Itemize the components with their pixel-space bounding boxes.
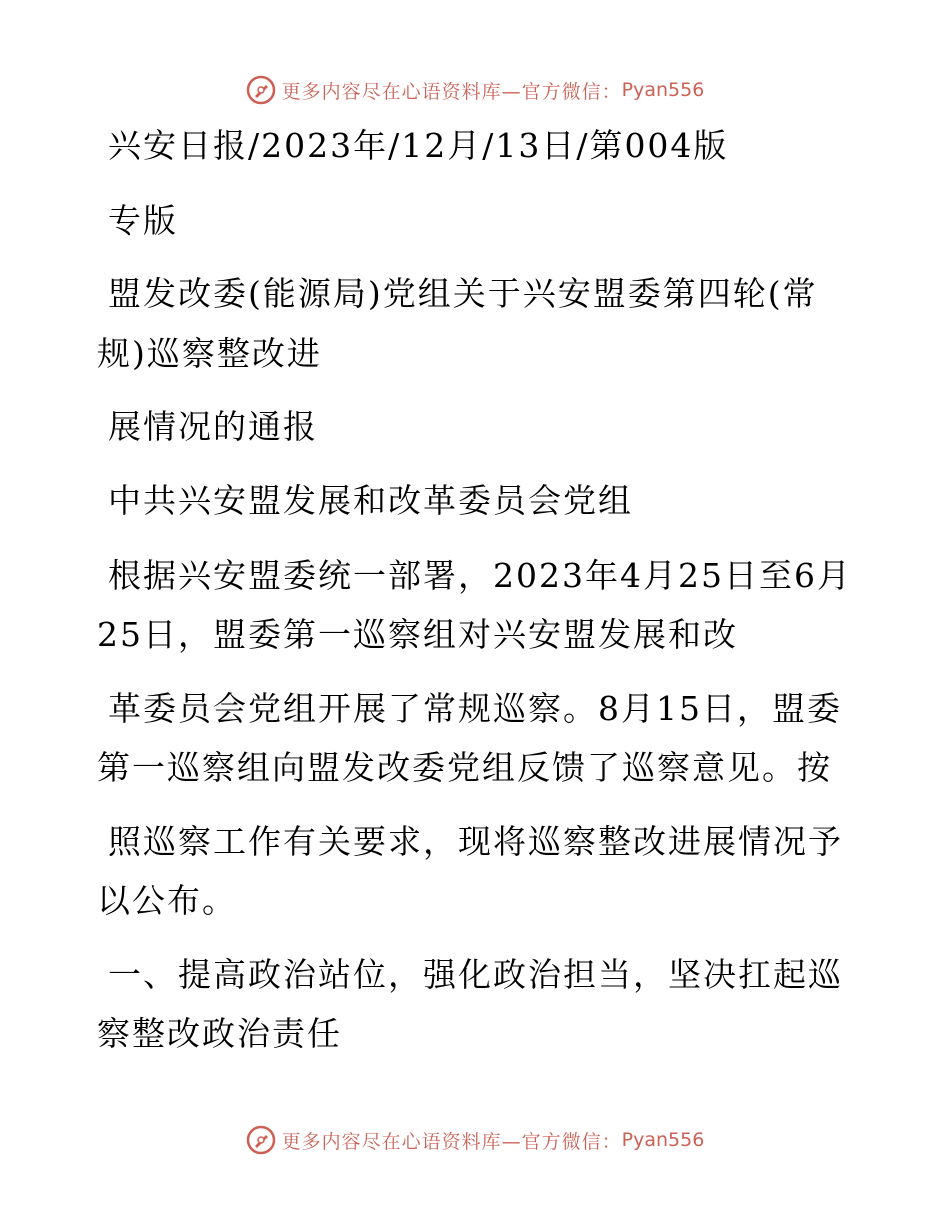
paragraph-line: 根据兴安盟委统一部署，2023年4月25日至6月 xyxy=(108,556,852,595)
header-watermark xyxy=(0,70,950,110)
paragraph-line: 照巡察工作有关要求，现将巡察整改进展情况予 xyxy=(108,822,843,861)
newspaper-dateline: 兴安日报/2023年/12月/13日/第004版 xyxy=(108,126,729,165)
section-heading-line-1: 一、提高政治站位，强化政治担当，坚决扛起巡 xyxy=(108,955,843,994)
paragraph-line: 25日，盟委第一巡察组对兴安盟发展和改 xyxy=(97,615,738,654)
section-heading-line-2: 察整改政治责任 xyxy=(97,1014,342,1053)
watermark-text: 更多内容尽在心语资料库—官方微信： xyxy=(281,80,622,103)
paragraph-line: 革委员会党组开展了常规巡察。8月15日，盟委 xyxy=(108,689,842,728)
watermark-wechat-id: Pyan556 xyxy=(621,1129,705,1151)
issuing-body: 中共兴安盟发展和改革委员会党组 xyxy=(108,481,633,520)
paragraph-line: 第一巡察组向盟发改委党组反馈了巡察意见。按 xyxy=(97,748,832,787)
article-title-line-1: 盟发改委(能源局)党组关于兴安盟委第四轮(常 xyxy=(108,274,818,313)
pen-circle-logo-icon xyxy=(246,75,276,105)
pen-circle-logo-icon xyxy=(246,1125,276,1155)
watermark-wechat-id: Pyan556 xyxy=(621,79,705,101)
paragraph-line: 以公布。 xyxy=(97,881,237,920)
section-label: 专版 xyxy=(108,201,178,240)
article-title-line-3: 展情况的通报 xyxy=(108,407,318,446)
watermark-text: 更多内容尽在心语资料库—官方微信： xyxy=(281,1130,622,1153)
article-title-line-2: 规)巡察整改进 xyxy=(97,334,322,373)
footer-watermark xyxy=(0,1120,950,1160)
